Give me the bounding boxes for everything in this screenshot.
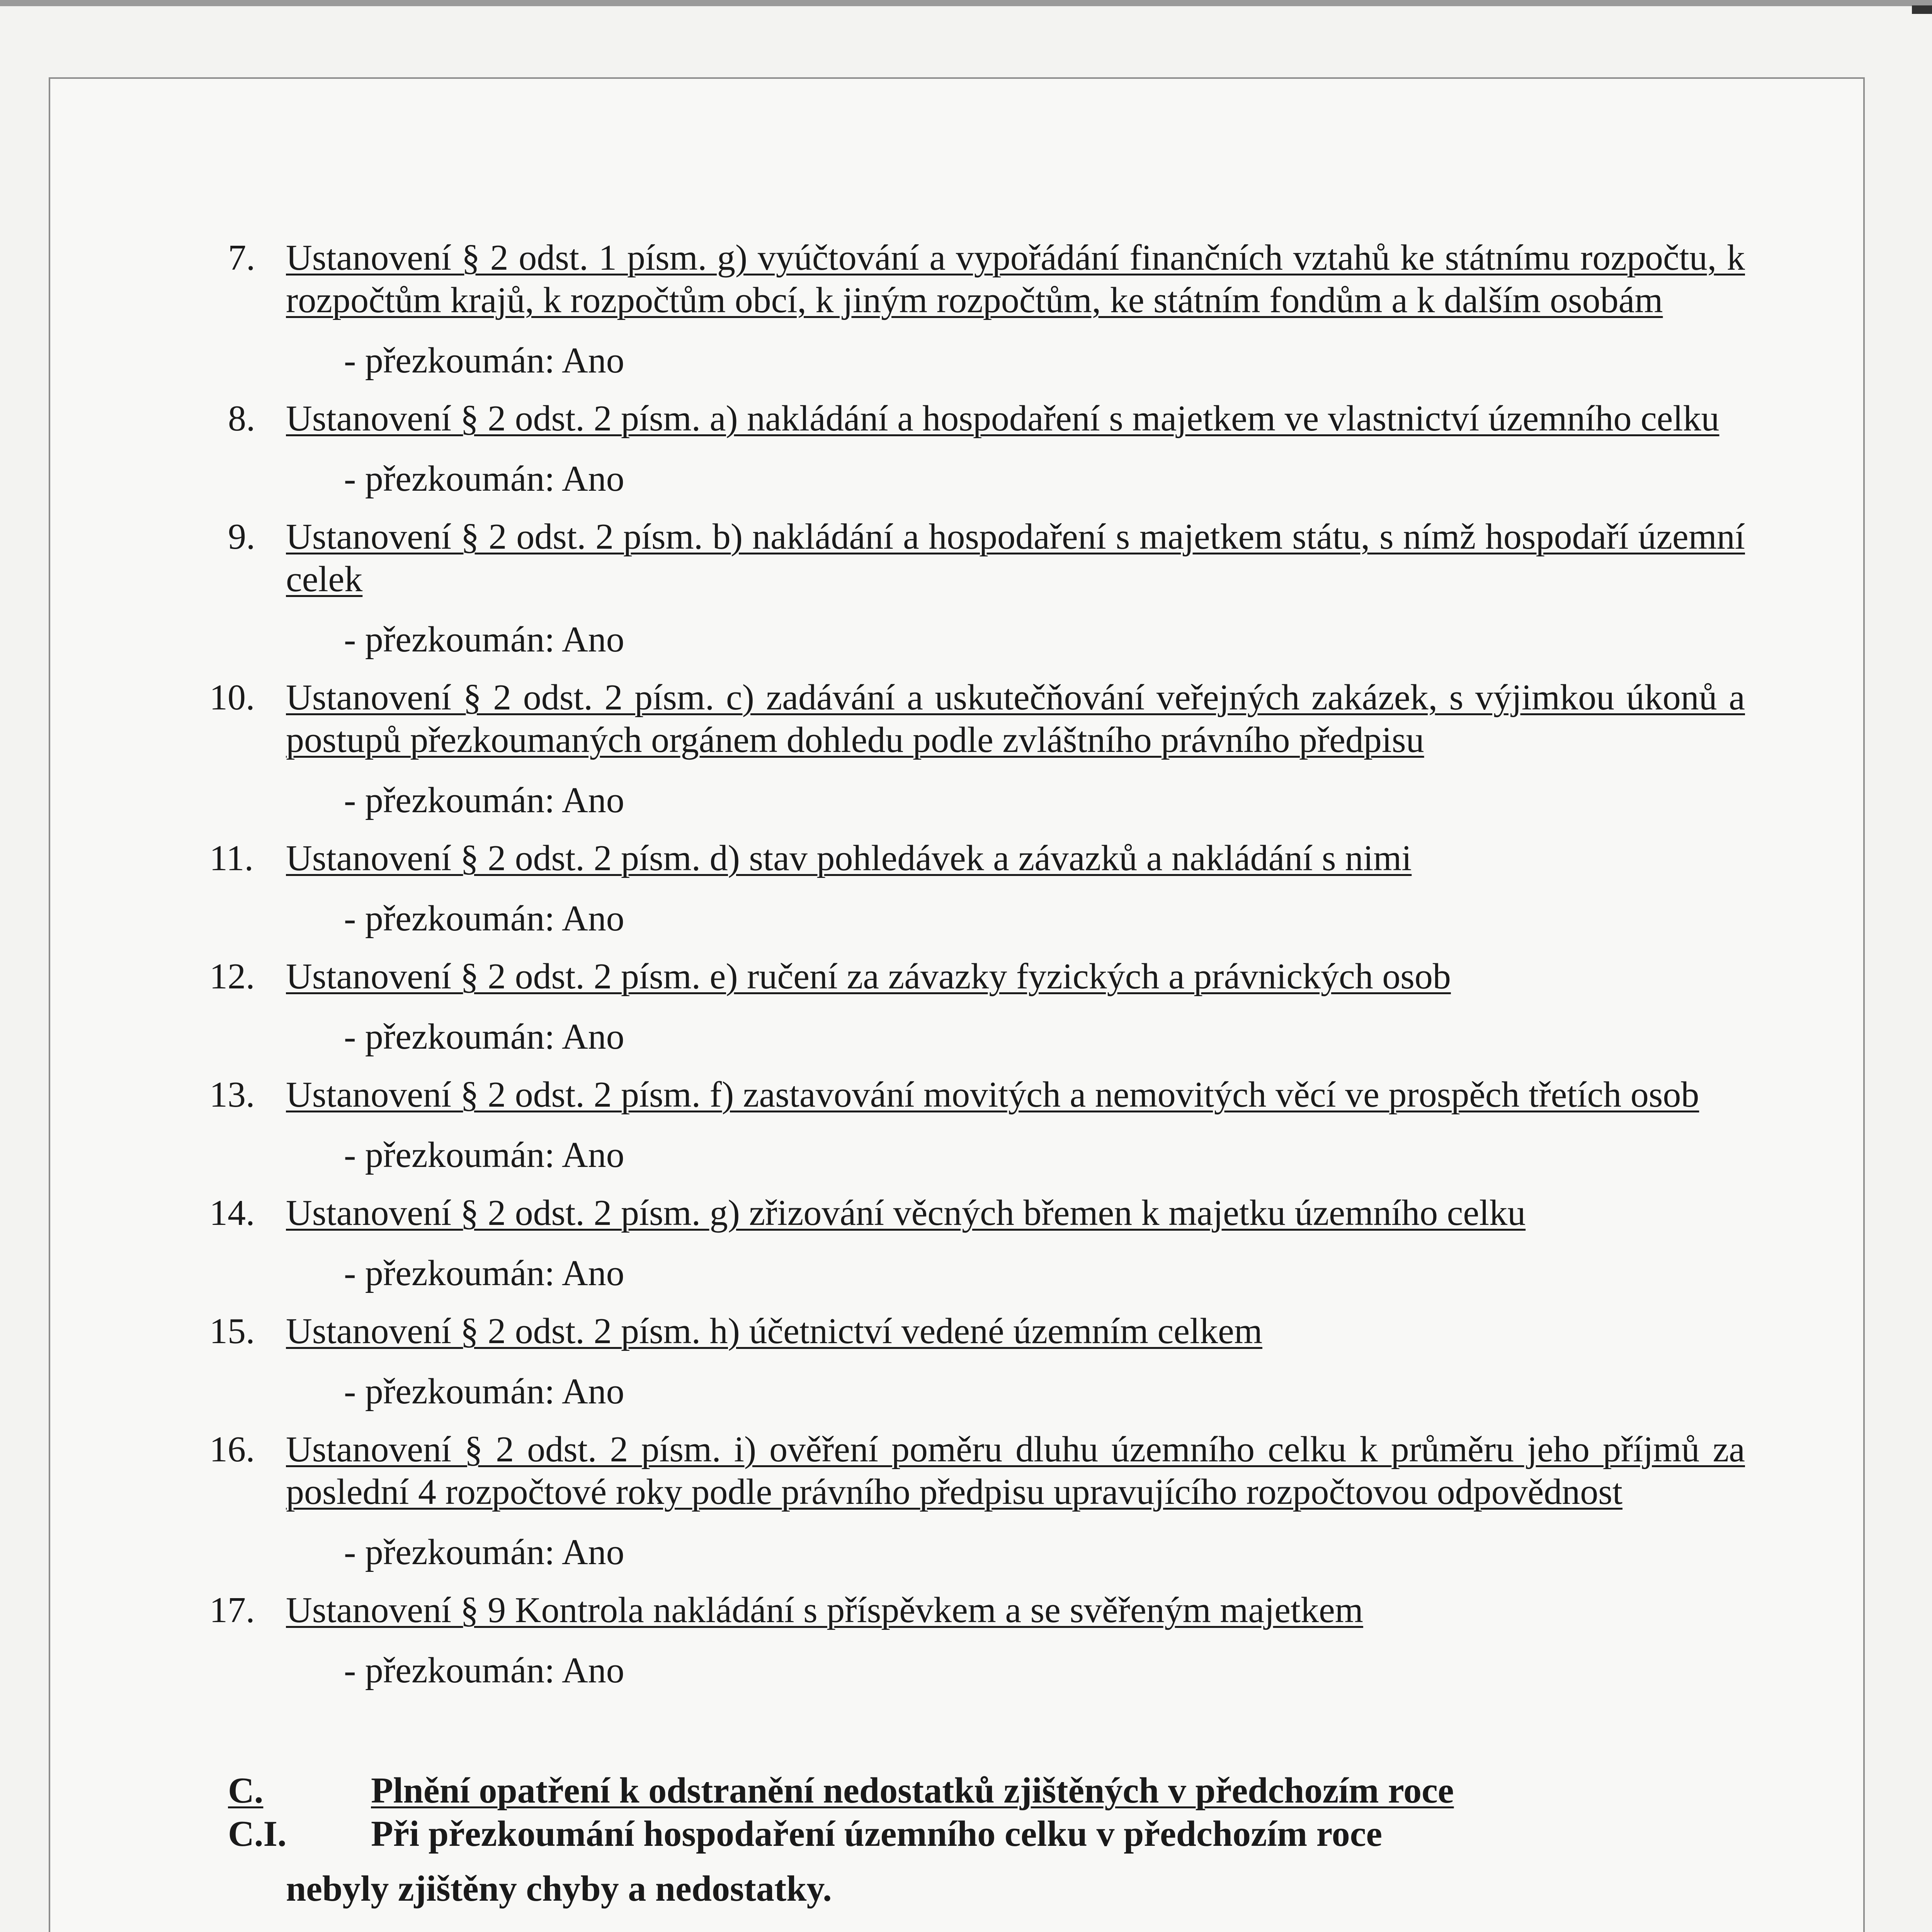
section-c-title: Plnění opatření k odstranění nedostatků zjištěných v předchozím roce [371, 1770, 1454, 1811]
review-item [209, 676, 1745, 821]
document-page [49, 77, 1865, 1932]
section-c [228, 1769, 1745, 1910]
scan-edge-mark [1912, 5, 1932, 14]
item-number: 17. [209, 1590, 255, 1630]
section-c-label: C. [228, 1770, 264, 1811]
item-title: Ustanovení § 2 odst. 2 písm. f) zastavování movitých a nemovitých věcí ve prospěch třetích osob [286, 1075, 1699, 1115]
review-item [209, 1192, 1745, 1294]
item-title: Ustanovení § 2 odst. 2 písm. h) účetnictví vedené územním celkem [286, 1311, 1262, 1351]
item-status: - přezkoumán: Ano [344, 1532, 624, 1572]
item-title: Ustanovení § 2 odst. 2 písm. i) ověření poměru dluhu územního celku k průměru jeho příjmů za poslední 4 rozpočtové roky podle právního předpisu upravujícího rozpočtovou odpovědnost [286, 1429, 1745, 1512]
item-status: - přezkoumán: Ano [344, 1371, 624, 1412]
review-item [228, 515, 1745, 661]
item-status: - přezkoumán: Ano [344, 1017, 624, 1057]
item-status: - přezkoumán: Ano [344, 340, 624, 381]
item-number: 13. [209, 1075, 255, 1115]
section-c-heading [228, 1769, 1745, 1812]
item-title: Ustanovení § 2 odst. 2 písm. e) ručení za závazky fyzických a právnických osob [286, 956, 1451, 997]
item-number: 15. [209, 1311, 255, 1351]
item-status: - přezkoumán: Ano [344, 1253, 624, 1293]
item-number: 11. [209, 838, 254, 878]
review-items-list [209, 236, 1745, 1692]
review-item [209, 955, 1745, 1058]
item-status: - přezkoumán: Ano [344, 780, 624, 820]
page-content [209, 236, 1745, 1932]
review-item [228, 397, 1745, 500]
item-title: Ustanovení § 9 Kontrola nakládání s příspěvkem a se svěřeným majetkem [286, 1590, 1363, 1630]
section-ci-heading [228, 1812, 1745, 1855]
review-item [209, 1589, 1745, 1692]
item-title: Ustanovení § 2 odst. 2 písm. g) zřizování věcných břemen k majetku územního celku [286, 1193, 1526, 1233]
item-title: Ustanovení § 2 odst. 1 písm. g) vyúčtování a vypořádání finančních vztahů ke státnímu rozpočtu, k rozpočtům krajů, k rozpočtům obcí, k jiným rozpočtům, ke státním fondům a k dalším osobám [286, 238, 1745, 320]
item-title: Ustanovení § 2 odst. 2 písm. b) nakládání a hospodaření s majetkem státu, s nímž hospodaří územní celek [286, 517, 1745, 599]
review-item [209, 837, 1745, 940]
item-status: - přezkoumán: Ano [344, 1650, 624, 1690]
review-item [209, 1428, 1745, 1573]
item-number: 16. [209, 1429, 255, 1469]
item-number: 10. [209, 677, 255, 718]
item-number: 8. [228, 398, 255, 439]
item-status: - přezkoumán: Ano [344, 898, 624, 939]
item-number: 12. [209, 956, 255, 997]
item-status: - přezkoumán: Ano [344, 1135, 624, 1175]
section-ci-label: C.I. [228, 1814, 287, 1854]
scan-top-edge [0, 0, 1932, 6]
item-title: Ustanovení § 2 odst. 2 písm. a) nakládání a hospodaření s majetkem ve vlastnictví územního celku [286, 398, 1719, 439]
item-number: 9. [228, 517, 255, 557]
review-item [228, 236, 1745, 382]
item-number: 7. [228, 238, 255, 278]
section-ci-title: Při přezkoumání hospodaření územního celku v předchozím roce [371, 1814, 1383, 1854]
item-title: Ustanovení § 2 odst. 2 písm. d) stav pohledávek a závazků a nakládání s nimi [286, 838, 1412, 878]
section-ci-text: nebyly zjištěny chyby a nedostatky. [286, 1869, 832, 1909]
item-status: - přezkoumán: Ano [344, 619, 624, 660]
review-item [209, 1073, 1745, 1176]
item-number: 14. [209, 1193, 255, 1233]
item-title: Ustanovení § 2 odst. 2 písm. c) zadávání a uskutečňování veřejných zakázek, s výjimkou úkonů a postupů přezkoumaných orgánem dohledu podle zvláštního právního předpisu [286, 677, 1745, 760]
review-item [209, 1310, 1745, 1413]
item-status: - přezkoumán: Ano [344, 459, 624, 499]
